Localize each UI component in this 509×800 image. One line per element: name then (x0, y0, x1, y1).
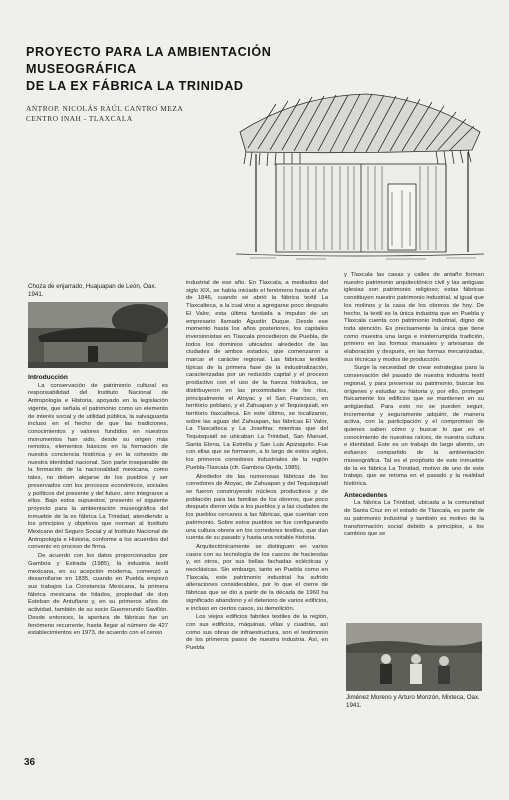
paragraph: Surge la necesidad de crear estrategias para la conservación del pasado de nuestra industria textil regional, y para preservar su patrimonio, buscar los orígenes y estudiar su historia y, por ello, proteger físicamente los edificios que se mantienen en su antigüedad. Para esto no se pueden seguir, incrementar y seguramente adquirir, de manera activa, con la participación y el compromiso de quienes saben cómo y buscar lo que es el conocimiento de nuestras raíces, de nuestra cultura e identidad. Este es un trabajo de largo aliento, un esfuerzo compartido de la ambientación museográfica. Tal es el propósito de este inmueble de la ex fábrica La Trinidad, motivo de uno de este trabajo, que se retoma en el pasado y la realidad histórica. (344, 365, 484, 487)
paragraph: y Tlaxcala las casas y calles de antaño forman nuestro patrimonio arquitectónico civil y las antiguas iglesias son patrimonio religioso; estas fábricas constituyen nuestro patrimonio industrial, al igual que los molinos y la casa de los obreros de hoy. De hecho, la textil es la única industria que en Puebla y Tlaxcala cuenta con patrimonio industrial, digno de toda atención. Es precisamente la única que tiene como muestra una larga e ininterrumpida tradición, primero en las formas manuales y artesanas de elaboración y después, en las formas mecanizadas, sus técnicas y modos de producción. (344, 272, 484, 363)
introduction-heading: Introducción (28, 374, 68, 381)
paragraph: industrial de ese año. En Tlaxcala, a mediados del siglo XIX, se había iniciado el fenómeno hasta el año de 1846, cuando se abrió la fábrica textil La Tlaxcalteca, a la cual vino a agregarse poco después El Valor, esta última fundada a impulso de un empresario llamado Agustín Duque. Desde ese momento hasta los años posteriores, los capitales inversionistas en Tlaxcala procedieron de Puebla, de todos los dominios ubicados alrededor de las ciudades de ambos estados, que comenzaron a marcar el carácter regional. Las fábricas textiles típicas de la primera fase de la industrialización, caracterizadas por un reducido capital y el proceso productivo con el uso de la fuerza hidráulica, se distribuyeron en las proximidades de los ríos, principalmente el Atoyac y el San Francisco, en territorio poblano, y el Zahuapan y el Tequisquiatl, en territorio tlaxcalteca. En este último, se localizaron, sobre las aguas del Zahuapan, las fábricas El Valor, La Tlaxcalteca y La Josefina; mientras que del Tequisquiatl se ubicaban La Trinidad, San Manuel, Santa Elena, La Estrella y San Luis Apizaquito. Fue con ellas que se formaron, a lo largo de estos siglos, los primeros corredores industriales de la región Puebla-Tlaxcala (cfr. Gamboa Ojeda, 1985). (186, 280, 328, 471)
article-title (26, 44, 336, 95)
paragraph: Los viejos edificios fabriles textiles de la región, con sus edificios, máquinas, villas y cuadras, así como sus obras de infraestructura, son el testimonio de los primeros pasos de nuestra industria. Así, en Puebla (186, 614, 328, 652)
figure-2-caption: Jiménez Moreno y Arturo Monzón, Mixteca, Oax. 1941. (346, 694, 480, 709)
paragraph: La conservación de patrimonio cultural es responsabilidad del Instituto Nacional de Antropología e Historia, apoyado en la legislación vigente, que señala el patrimonio como un elemento de interés social y de utilidad pública, la salvaguarda incluso en el hecho de que las tradiciones, conocimientos y valores fundidos en nuestros monumentos han sido, desde su origen más remotos, elementos básicos en la formación de nuestra conciencia histórica y en la cohesión de nuestra identidad nacional. Son parte inseparable de la formación de la nacionalidad mexicana, como tales, no deben alejarse de los pueblos y ser preservados con los procesos económicos, sociales y políticos del presente y del futuro, sino integrarse a ellos. Bajo estos supuestos, presento el siguiente proyecto para la ambientación museográfica del inmueble de la ex fábrica La Trinidad, atendiendo a los principios y objetivos que norman al Instituto Mexicano del Seguro Social y al Instituto Nacional de Antropología e Historia, conforme a los acuerdos del convenio en proceso de firma. (28, 382, 168, 551)
text-column-2 (186, 280, 328, 750)
paragraph: La fábrica La Trinidad, ubicada a la comunidad de Santa Cruz en el estado de Tlaxcala, es parte de su patrimonio industrial y también es motivo de la transformación social debido a principios, a los cambios que se (344, 500, 484, 538)
author-block (26, 104, 183, 124)
text-column-1 (28, 374, 168, 750)
author-name: ANTROP. NICOLÁS RAÚL CANTRO MEZA (26, 104, 184, 113)
figure-1-caption: Choza de enjarrado, Huajuapan de León, Oax. 1941. (28, 283, 157, 298)
antecedentes-heading: Antecedentes (344, 491, 388, 499)
paragraph: De acuerdo con los datos proporcionados por Gamboa y Estrada (1985), la industria textil mexicana, en su acepción moderna, comenzó a desarrollarse en 1835, cuando en Puebla empezó sus trabajos La Constancia Mexicana, la primera fábrica mexicana de hilados, propiedad de don Esteban de Antuñano y, en su primeros años de actividad, también de su socio Guerrerundo Savillón. Desde entonces, la apertura de fábricas fue un fenómeno recurrente, hasta llegar al número de 427 establecimientos en 1973, de acuerdo con el censo (28, 553, 168, 637)
title-line-2: DE LA EX FÁBRICA LA TRINIDAD (26, 79, 244, 93)
paragraph: Arquitectónicamente se distinguen en varios casos con su tecnología de los cascos de haciendas y, en otros, por sus bellas fachadas eclécticas y neoclásicas. Sin embargo, tanto en Puebla como en Tlaxcala, este patrimonio industrial ha sufrido alteraciones considerables, por lo que el cierre de fábricas que se dio a partir de la década de 1960 ha significado abandono y el deterioro de varios edificios, e incluso en ciertos casos, su demolición. (186, 543, 328, 612)
author-affiliation: CENTRO INAH - TLAXCALA (26, 114, 133, 123)
hut-photo (28, 302, 168, 368)
page-number: 36 (24, 757, 36, 768)
paragraph: Alrededor de las numerosas fábricas de los corredores de Atoyac, de Zahuapan y del Tequisquiatl se fueron construyendo núcleos productivos y de población para las familias de los obreros, que poco después dieron vida a los pueblos y a las ciudades de los pueblos cercanos a las fábricas, que cuentan con patrimonio. Sobre estos pueblos se fue configurando una cultura obrera en los corredores textiles, que dan cuenta de su pasado y hasta una notable historia. (186, 473, 328, 542)
people-photo (346, 623, 482, 691)
title-line-1: PROYECTO PARA LA AMBIENTACIÓN MUSEOGRÁFICA (26, 45, 272, 76)
thatched-hut-illustration (236, 92, 484, 262)
text-column-3 (344, 272, 484, 618)
